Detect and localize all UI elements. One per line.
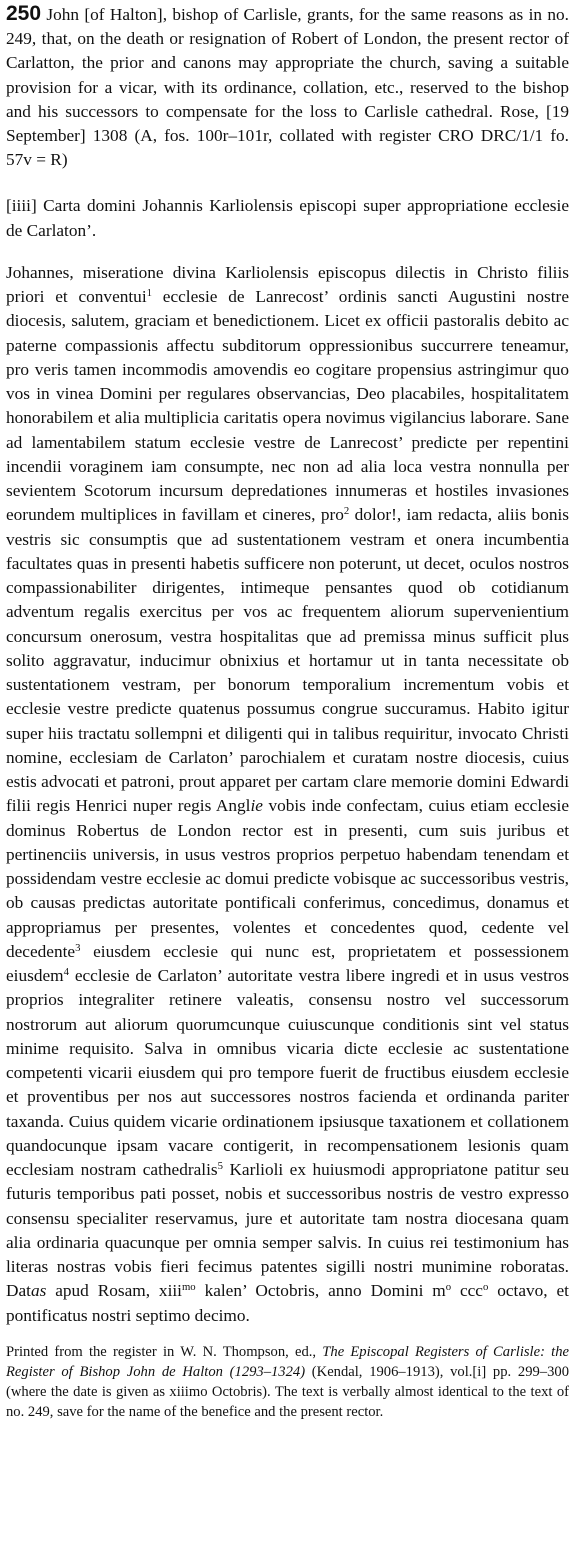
entry-summary-text: John [of Halton], bishop of Carlisle, grants, for the same reasons as in no. 249, that, on the death or resignation of Robert of London, the present rector of Carlatton, the prior and canons may appropriate the church, saving a suitable provision for a vicar, with its ordinance, collation, etc., reserved to the bishop and his successors to compensate for the loss to Carlisle cathedral. Rose, [19 September] 1308 (A, fos. 100r–101r, collated with register CRO DRC/1/1 fo. 57v = R) xyxy=(6,5,569,170)
footnote-marker: 1 xyxy=(146,287,152,300)
document-page xyxy=(6,2,569,1423)
ordinal-superscript: mo xyxy=(181,1281,196,1294)
charter-text-segment: ecclesie de Carlaton’ autoritate vestra libere ingredi et in usus vestros proprios integraliter retinere valeatis, consensu nostro vel successorum nostrorum aut aliorum quorumcunque cuiuscunque conditionis sint vel status minime requisito. Salva in omnibus vicaria dicte ecclesie ac sustentatione competenti vicarii eiusdem qui pro tempore fuerit de fructibus eiusdem ecclesie et proventibus per nos aut successores nostros facienda et ordinanda pariter taxanda. Cuius quidem vicarie ordinationem ipsiusque taxationem et collationem quandocunque ipsam vacare contigerit, in recompensationem lesionis quam ecclesiam nostram cathedralis xyxy=(6,966,569,1180)
charter-text xyxy=(6,261,569,1328)
charter-text-segment: octavo, et pontificatus nostri septimo decimo. xyxy=(6,1281,569,1325)
footnote-marker: 4 xyxy=(63,966,69,979)
charter-text-segment: ecclesie de Lanrecost’ ordinis sancti Augustini nostre diocesis, salutem, graciam et benedictionem. Licet ex officii pastoralis debito ac paterne compassionis affectu subditorum oppressionibus succurrere teneamur, pro veris tamen incommodis amovendis eo cogitare propensius astringimur quo vos in vinea Domini per regulares observancias, Deo placabiles, hospitalitatem honorabilem et alia multiplicia caritatis opera novimus vigilancius laborare. Sane ad lamentabilem statum ecclesie vestre de Lanrecost’ predicte per repentini incendii voraginem iam consumpte, nec non ad alia loca vestra nonnulla per sevientem Scotorum incursum depredationes innumeras et hostiles invasiones eorundem multiplices in favillam et cineres, pro xyxy=(6,287,569,525)
entry-number: 250 xyxy=(6,2,42,25)
footnote-marker: 3 xyxy=(75,941,81,954)
charter-text-segment: ccc xyxy=(451,1281,483,1301)
source-note xyxy=(6,1342,569,1423)
charter-text-segment: apud Rosam, xiii xyxy=(46,1281,182,1301)
charter-text-segment: kalen’ Octobris, anno Domini m xyxy=(195,1281,446,1301)
source-note-text: Printed from the register in W. N. Thompson, ed., xyxy=(6,1343,323,1360)
footnote-marker: 5 xyxy=(217,1160,223,1173)
italic-expansion: as xyxy=(30,1281,47,1301)
charter-text-segment: Karlioli ex huiusmodi appropriatone patitur seu futuris temporibus pati posset, nobis et successoribus nostris de vestro expresso consensu specialiter reservamus, jure et autoritate tam nostra diocesana quam alia ordinaria quacunque per omnia semper salvis. In cuius rei testimonium has literas nostras vobis fieri fecimus patentes sigilli nostri munimine roboratas. Dat xyxy=(6,1160,569,1301)
ordinal-superscript: o xyxy=(482,1281,489,1294)
charter-text-segment: eiusdem ecclesie qui nunc est, proprietatem et possessionem eiusdem xyxy=(6,941,569,986)
italic-expansion: ie xyxy=(250,796,263,816)
charter-rubric: [iiii] Carta domini Johannis Karliolensis episcopi super appropriatione ecclesie de Carlaton’. xyxy=(6,196,569,240)
source-note-text: (Kendal, 1906–1913), vol.[i] pp. 299–300 (where the date is given as xiiimo Octobris). The text is verbally almost identical to the text of no. 249, save for the name of the benefice and the present rector. xyxy=(6,1364,569,1421)
source-title: The Episcopal Registers of Carlisle: the Register of Bishop John de Halton (1293–1324) xyxy=(6,1343,569,1381)
charter-text-segment: vobis inde confectam, cuius etiam ecclesie dominus Robertus de London rector est in presenti, cum suis juribus et pertinenciis universis, in usus vestros proprios perpetuo habendam tenendam et possidendam vestre ecclesie ac domui predicte vobisque ac successoribus vestris, ob causas predictas autoritate pontificali conferimus, concedimus, donamus et appropriamus per presentes, volentes et concedentes quod, cedente vel decedente xyxy=(6,796,569,961)
footnote-marker: 2 xyxy=(343,505,350,518)
entry-summary xyxy=(6,2,569,172)
charter-text-segment: dolor!, iam redacta, aliis bonis vestris sic consumptis que ad sustentationem vestram et onera incumbentia facultates quas in presenti habetis sufficere non poterunt, ut decet, oculos nostros compassionabiliter dirigentes, intimeque pensantes quod ob cotidianum adventum regalis exercitus per vos ac frequentem aliorum supervenientium concursum onerosum, vestra hospitalitas que ad premissa minus sufficit plus solito aggravatur, inducimur obnixius et hortamur ut in tanta necessitate ob sustentationem vestram, per bonorum temporalium incrementum vobis et ecclesie vestre predicte quatenus possumus congrue succuramus. Habito igitur super hiis tractatu sollempni et diligenti qui in talibus requiritur, invocato Christi nomine, ecclesiam de Carlaton’ parochialem et curatam nostre diocesis, cuius estis advocati et patroni, prout apparet per cartam clare memorie domini Edwardi filii regis Henrici nuper regis Angl xyxy=(6,505,569,816)
ordinal-superscript: o xyxy=(445,1281,452,1294)
charter-text-segment: Johannes, miseratione divina Karliolensis episcopus dilectis in Christo filiis priori et conventui xyxy=(6,262,569,307)
